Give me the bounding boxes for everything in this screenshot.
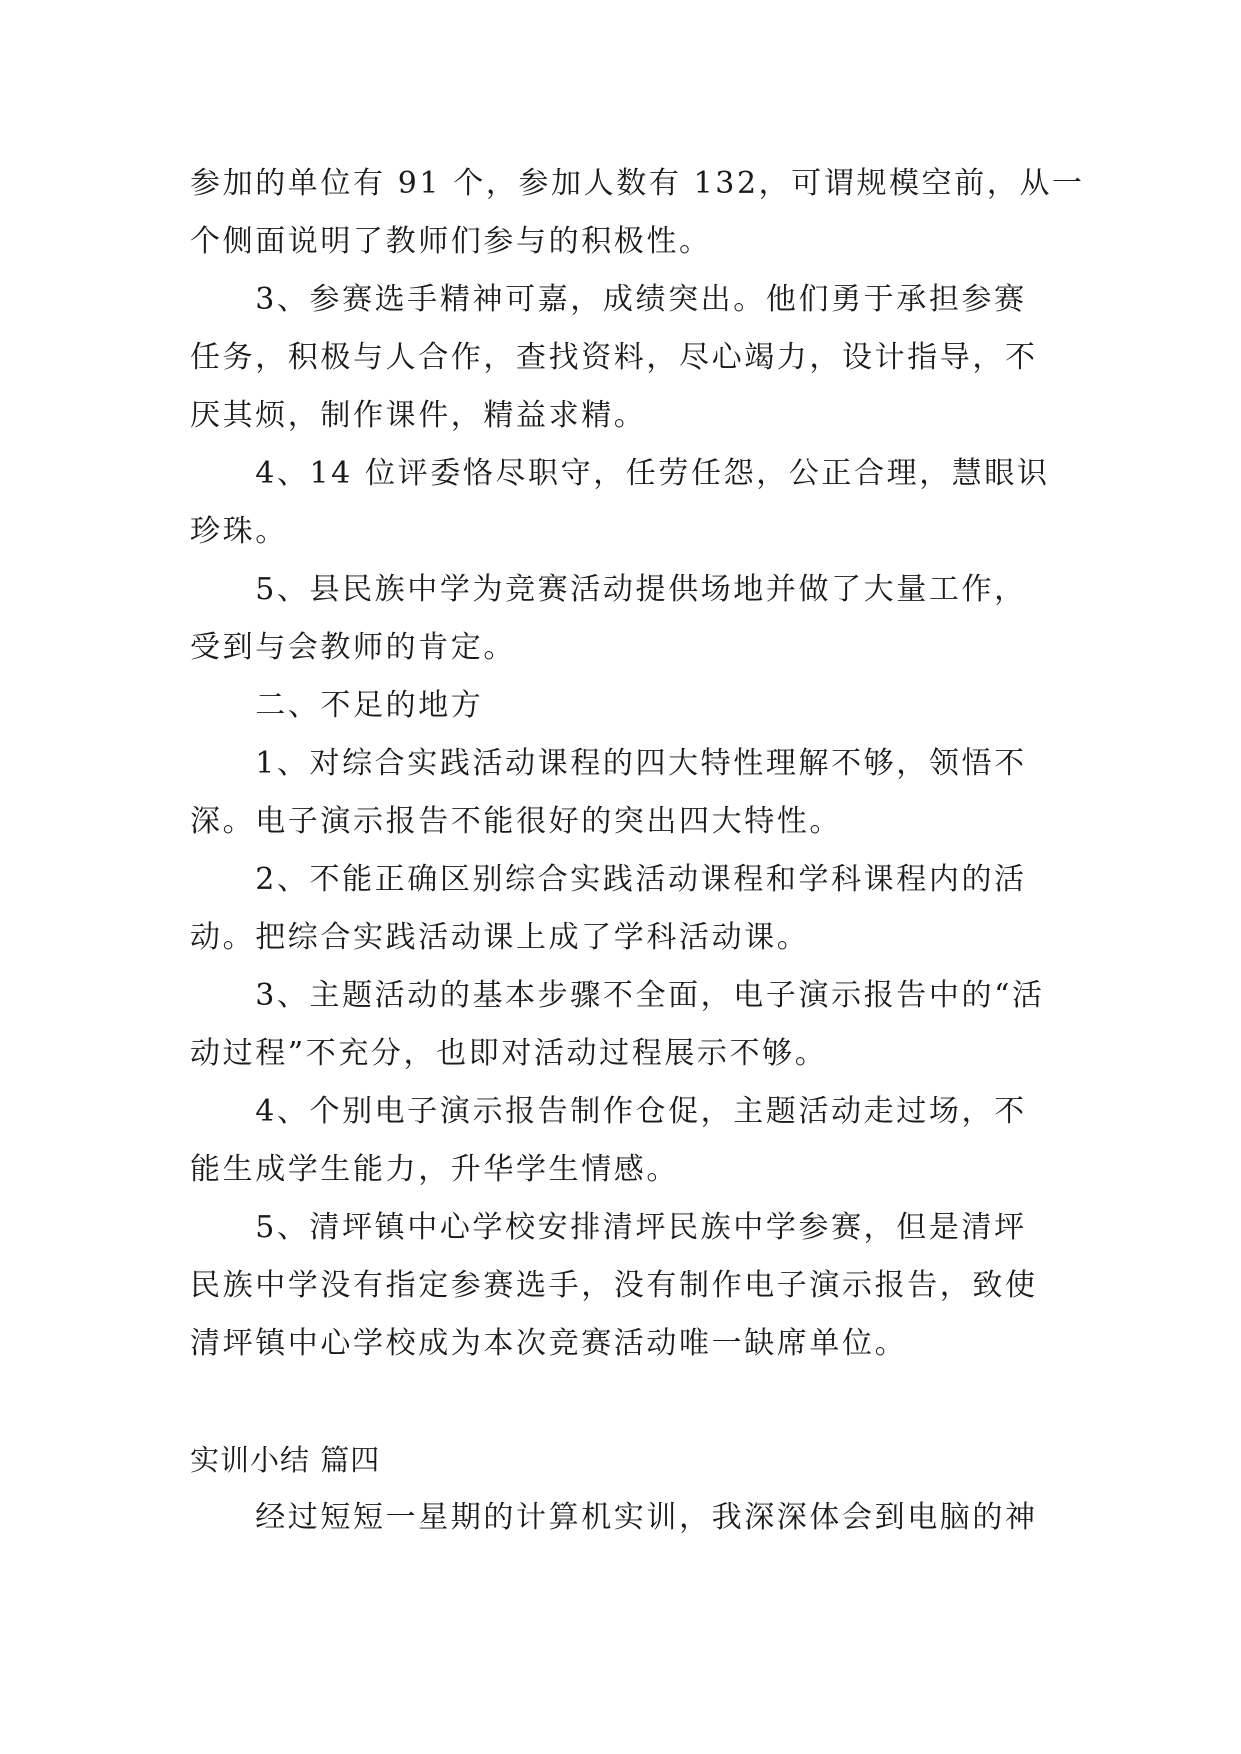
text-line: 个侧面说明了教师们参与的积极性。 bbox=[190, 224, 712, 259]
text-line: 清坪镇中心学校成为本次竞赛活动唯一缺席单位。 bbox=[190, 1326, 908, 1361]
section-heading: 实训小结 篇四 bbox=[190, 1443, 381, 1477]
text-line: 受到与会教师的肯定。 bbox=[190, 630, 516, 665]
text-line: 4、个别电子演示报告制作仓促，主题活动走过场，不 bbox=[190, 1094, 1027, 1129]
text-line: 4、14 位评委恪尽职守，任劳任怨，公正合理，慧眼识 bbox=[190, 456, 1050, 491]
text-line: 5、清坪镇中心学校安排清坪民族中学参赛，但是清坪 bbox=[190, 1210, 1027, 1245]
text-line: 任务，积极与人合作，查找资料，尽心竭力，设计指导，不 bbox=[190, 340, 1038, 375]
text-line: 珍珠。 bbox=[190, 514, 288, 549]
text-line: 3、参赛选手精神可嘉，成绩突出。他们勇于承担参赛 bbox=[190, 282, 1027, 317]
text-line: 二、不足的地方 bbox=[190, 688, 484, 723]
text-line: 能生成学生能力，升华学生情感。 bbox=[190, 1152, 679, 1187]
text-line: 动过程”不充分，也即对活动过程展示不够。 bbox=[190, 1036, 828, 1071]
text-line: 5、县民族中学为竞赛活动提供场地并做了大量工作， bbox=[190, 572, 1027, 607]
text-line: 参加的单位有 91 个，参加人数有 132，可谓规模空前，从一 bbox=[190, 166, 1085, 201]
text-line: 深。电子演示报告不能很好的突出四大特性。 bbox=[190, 804, 842, 839]
text-line: 厌其烦，制作课件，精益求精。 bbox=[190, 398, 647, 433]
text-line: 1、对综合实践活动课程的四大特性理解不够，领悟不 bbox=[190, 746, 1027, 781]
text-line: 民族中学没有指定参赛选手，没有制作电子演示报告，致使 bbox=[190, 1268, 1038, 1303]
text-line: 动。把综合实践活动课上成了学科活动课。 bbox=[190, 920, 810, 955]
text-line: 3、主题活动的基本步骤不全面，电子演示报告中的“活 bbox=[190, 978, 1045, 1013]
text-line: 2、不能正确区别综合实践活动课程和学科课程内的活 bbox=[190, 862, 1027, 897]
text-line: 经过短短一星期的计算机实训，我深深体会到电脑的神 bbox=[190, 1500, 1038, 1535]
